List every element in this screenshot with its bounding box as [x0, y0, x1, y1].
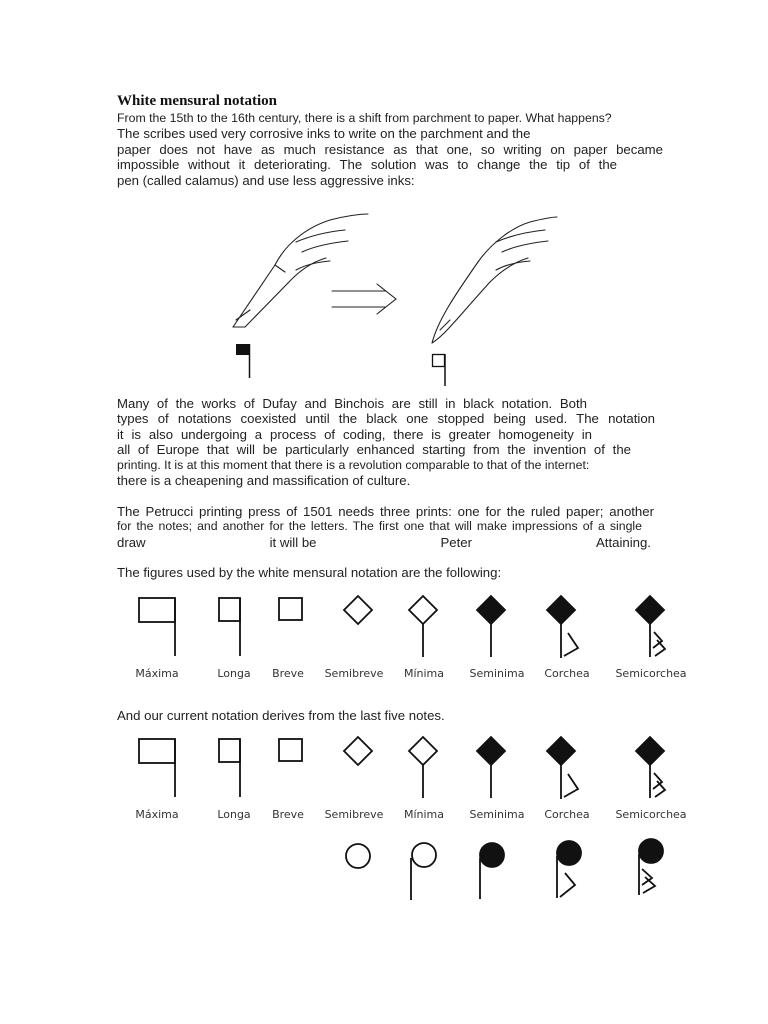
- maxima-icon: [139, 598, 175, 656]
- sixteenth-note-icon: [639, 839, 663, 895]
- broad-nib-quill-icon: [233, 214, 368, 327]
- para2-line-5: printing. It is at this moment that there is a revolution comparable to that of the internet:: [117, 458, 590, 472]
- document-title: White mensural notation: [117, 93, 278, 109]
- note-label-minima: Mínima: [403, 667, 445, 680]
- seminima-icon: [477, 737, 505, 798]
- para3-word-4: Attaining.: [595, 535, 651, 550]
- note-label-maxima-2: Máxima: [135, 808, 179, 821]
- note-label-corchea-2: Corchea: [544, 808, 590, 821]
- hollow-note-sample-icon: [433, 354, 446, 386]
- half-note-icon: [411, 843, 436, 900]
- longa-icon: [219, 598, 240, 656]
- minima-icon: [409, 596, 437, 657]
- para3-word-3: Peter: [440, 535, 472, 550]
- para3-word-1: draw: [117, 535, 146, 550]
- para3-word-2: it will be: [269, 535, 317, 550]
- semicorchea-icon: [636, 737, 665, 798]
- para2-line-3: it is also undergoing a process of coding, there is greater homogeneity in: [117, 427, 592, 442]
- right-arrow-icon: [332, 284, 396, 314]
- intro-line-2: The scribes used very corrosive inks to write on the parchment and the: [117, 126, 531, 141]
- intro-line-5: pen (called calamus) and use less aggressive inks:: [117, 173, 415, 188]
- note-label-seminima: Seminima: [469, 667, 525, 680]
- intro-line-4: impossible without it deteriorating. The solution was to change the tip of the: [117, 157, 617, 172]
- maxima-icon: [139, 739, 175, 797]
- para2-line-2: types of notations coexisted until the black one stopped being used. The notation: [117, 411, 655, 426]
- note-label-breve-2: Breve: [272, 808, 304, 821]
- seminima-icon: [477, 596, 505, 657]
- note-label-corchea: Corchea: [544, 667, 590, 680]
- note-label-longa-2: Longa: [217, 808, 251, 821]
- para3-line-2: for the notes; and another for the letters. The first one that will make impressions of a single: [117, 519, 642, 533]
- note-label-semicorchea: Semicorchea: [615, 667, 687, 680]
- para3-line-1: The Petrucci printing press of 1501 needs three prints: one for the ruled paper; another: [117, 504, 654, 519]
- semibreve-icon: [344, 596, 372, 624]
- para2-line-4: all of Europe that will be particularly enhanced starting from the invention of the: [117, 442, 631, 457]
- semibreve-icon: [344, 737, 372, 765]
- note-label-seminima-2: Seminima: [469, 808, 525, 821]
- longa-icon: [219, 739, 240, 797]
- derive-intro: And our current notation derives from the last five notes.: [117, 708, 445, 723]
- note-label-breve: Breve: [272, 667, 304, 680]
- para3-line-3: [117, 535, 651, 550]
- note-label-semicorchea-2: Semicorchea: [615, 808, 687, 821]
- breve-icon: [279, 739, 302, 761]
- breve-icon: [279, 598, 302, 620]
- intro-line-1: From the 15th to the 16th century, there is a shift from parchment to paper. What happens?: [117, 111, 612, 125]
- corchea-icon: [547, 737, 578, 799]
- filled-note-sample-icon: [236, 344, 250, 378]
- note-label-semibreve: Semibreve: [324, 667, 384, 680]
- quarter-note-icon: [480, 843, 504, 899]
- note-label-longa: Longa: [217, 667, 251, 680]
- intro-line-3: paper does not have as much resistance as that one, so writing on paper became: [117, 142, 663, 157]
- para2-line-1: Many of the works of Dufay and Binchois are still in black notation. Both: [117, 396, 587, 411]
- eighth-note-icon: [557, 841, 581, 898]
- figures-intro: The figures used by the white mensural notation are the following:: [117, 565, 502, 580]
- para2-line-6: there is a cheapening and massification of culture.: [117, 473, 411, 488]
- note-label-semibreve-2: Semibreve: [324, 808, 384, 821]
- minima-icon: [409, 737, 437, 798]
- corchea-icon: [547, 596, 578, 658]
- note-label-minima-2: Mínima: [403, 808, 445, 821]
- semicorchea-icon: [636, 596, 665, 657]
- whole-note-icon: [346, 844, 370, 868]
- note-label-maxima: Máxima: [135, 667, 179, 680]
- pointed-nib-quill-icon: [432, 217, 557, 343]
